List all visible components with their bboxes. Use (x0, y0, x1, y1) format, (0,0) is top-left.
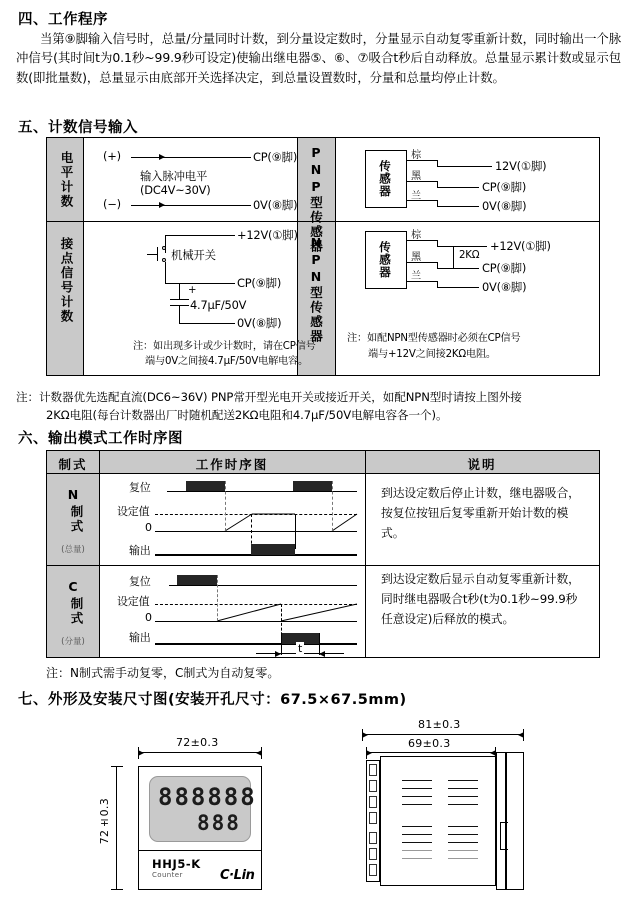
n-mode-qualifier: (总量) (61, 545, 85, 555)
bezel-detail-h1 (500, 822, 508, 823)
resistor-value-label: 2KΩ (459, 250, 480, 261)
level-range-label: (DC4V~30V) (140, 183, 211, 197)
timing-desc-n-mode: 到达设定数后停止计数，继电器吸合，按复位按钮后复零重新开始计数的模式。 (381, 486, 580, 540)
npn-blue-wire-2 (437, 287, 479, 288)
section-7-title: 外形及安装尺寸图(安装开孔尺寸：67.5×67.5mm) (48, 692, 407, 708)
t-duration-label: t (298, 642, 303, 655)
level-count-circuit (83, 138, 297, 221)
pnp-wire-black-label: 黑 (411, 171, 421, 182)
pnp-12v-label: 12V(①脚) (495, 159, 547, 173)
mechanical-switch-label: 机械开关 (171, 248, 216, 262)
section-4-paragraph: 当第⑨脚输入信号时，总量/分量同时计数，到分量设定数时，分量显示自动复零重新计数，同时输出一个脉冲信号(其时间t为0.1秒~99.9秒可设定)使输出继电器⑤、⑥、⑦吸合t秒后自动释放。总量显示累计数或显示包数(即批量数)，总量显示由底部开关选择决定，到总量设置数时，分量和总量均停止计数。 (16, 31, 621, 85)
side-total-ext-right (523, 729, 524, 741)
c-reset-drop (217, 575, 218, 621)
vent-slat-9 (402, 826, 432, 827)
contact-note-line1: 注：如出现多计或少计数时，请在CP信号 (133, 341, 316, 352)
col-label-npn-sensor (302, 235, 330, 347)
front-height-ext-top (111, 766, 123, 767)
terminal-5 (369, 832, 377, 844)
timing-header-mode: 制式 (58, 457, 88, 472)
level-title-label: 输入脉冲电平 (140, 169, 208, 183)
contact-cp-label: CP(⑨脚) (237, 276, 282, 290)
front-width-dim-text: 72±0.3 (176, 736, 219, 749)
level-minus-label: (−) (103, 197, 121, 211)
switch-top-contact-icon (162, 246, 166, 250)
vent-slat-6 (448, 788, 478, 789)
n-mode-suffix: 制式 (69, 504, 84, 534)
brand-logo: C·Lin (220, 868, 255, 883)
pnp-blue-wire-2 (437, 206, 479, 207)
section-4-number: 四、 (18, 12, 48, 28)
timing-row-c-mode-label (47, 565, 99, 657)
npn-wire-black-label: 黑 (411, 252, 421, 263)
vent-slat-8 (448, 804, 478, 805)
pnp-brown-joint (437, 160, 438, 166)
lcd-sub-digits: 888 (197, 811, 241, 835)
npn-wire-blue-label: 兰 (411, 271, 421, 282)
section-6-title: 输出模式工作时序图 (48, 431, 183, 447)
side-bezel-outer (506, 752, 524, 890)
front-height-dim-text: 72±0.3 (98, 798, 111, 845)
front-height-dim-line (116, 766, 117, 890)
vent-slat-10 (402, 834, 432, 835)
front-width-ext-right (261, 747, 262, 759)
contact-12v-drop (165, 235, 166, 253)
npn-sensor-label: 传感器 (378, 241, 392, 279)
vent-slat-7 (448, 796, 478, 797)
level-0v-label: 0V(⑧脚) (253, 198, 298, 212)
model-name-label: HHJ5-K (152, 857, 201, 871)
terminal-4 (369, 812, 377, 824)
npn-cp-label: CP(⑨脚) (482, 261, 527, 275)
pnp-wire-brown-label: 棕 (411, 150, 421, 161)
contact-cp-wire (165, 283, 235, 284)
timing-table-footnote: 注：N制式需手动复零，C制式为自动复零。 (46, 666, 280, 680)
cap-plate-top (170, 299, 189, 300)
c-output-baseline (155, 643, 357, 645)
t-left-bound (281, 633, 282, 655)
vent-slat-4 (402, 804, 432, 805)
npn-blue-joint (437, 281, 438, 287)
col-label-npn-text: NPN型传感器 (308, 235, 324, 344)
c-mode-qualifier: (分量) (61, 637, 85, 647)
level-cp-label: CP(⑨脚) (253, 150, 298, 164)
npn-wire-brown-label: 棕 (411, 230, 421, 241)
vent-slat-17 (448, 850, 478, 851)
pnp-brown-wire-2 (437, 166, 492, 167)
vent-slat-5 (448, 780, 478, 781)
cap-bottom-lead (179, 305, 180, 323)
npn-note-line1: 注：如配NPN型传感器时必须在CP信号 (347, 333, 521, 344)
timing-row-n-mode-label (47, 473, 99, 565)
vent-slat-18 (448, 858, 478, 859)
vent-slat-11 (402, 842, 432, 843)
lcd-main-digits: 888888 (158, 783, 257, 811)
npn-0v-label: 0V(⑧脚) (482, 280, 527, 294)
level-plus-arrow-icon (159, 154, 165, 160)
timing-divider-v2 (365, 451, 366, 657)
contact-note-line2: 端与0V之间接4.7μF/50V电解电容。 (145, 356, 309, 367)
resistor-cap-top (448, 246, 459, 247)
switch-left-lead (147, 254, 157, 255)
vent-slat-16 (448, 842, 478, 843)
t-arrow-left-icon (275, 651, 281, 657)
t-arrow-right-icon (319, 651, 325, 657)
section-4-title: 工作程序 (48, 12, 108, 28)
n-output-pulse (251, 544, 295, 555)
n-reset-drop-1 (225, 481, 226, 531)
n-label-output: 输出 (129, 544, 151, 557)
npn-black-wire-2 (437, 268, 479, 269)
timing-chart-n-mode (99, 473, 365, 565)
row-label-level-count: 电平计数 (59, 151, 74, 209)
switch-down-lead (165, 262, 166, 283)
npn-brown-joint (437, 240, 438, 246)
cap-top-lead (179, 283, 180, 299)
c-mode-suffix: 制式 (69, 596, 84, 626)
timing-chart-c-mode (99, 565, 365, 657)
c-count-ramp-svg (155, 599, 361, 625)
timing-diagram-table (46, 450, 600, 658)
input-table-footnote-line1: 注：计数器优先选配直流(DC6~36V) PNP常开型光电开关或接近开关，如配NPN型时请按上图外接 (16, 390, 522, 404)
level-minus-wire (131, 205, 251, 206)
section-7-number: 七、 (18, 692, 48, 708)
n-mode-letter: N (67, 487, 79, 502)
side-total-ext-left (362, 729, 363, 741)
c-label-setvalue: 设定值 (117, 595, 150, 608)
pnp-sensor-label: 传感器 (378, 160, 392, 198)
contact-12v-wire (165, 235, 235, 236)
input-table-footnote-line2: 2KΩ电阻(每台计数器出厂时随机配送2KΩ电阻和4.7μF/50V电解电容各一个)。 (46, 408, 448, 422)
pnp-0v-label: 0V(⑧脚) (482, 199, 527, 213)
pnp-sensor-circuit (335, 138, 599, 221)
front-width-ext-left (138, 747, 139, 759)
pnp-blue-joint (437, 200, 438, 206)
row-label-contact-count: 接点信号计数 (59, 236, 74, 324)
side-total-dim-text: 81±0.3 (418, 718, 461, 731)
n-output-end-marker (295, 514, 296, 549)
timing-desc-c-mode: 到达设定数后显示自动复零重新计数，同时继电器吸合t秒(t为0.1秒~99.9秒任意设定)后释放的模式。 (381, 572, 580, 626)
contact-0v-label: 0V(⑧脚) (237, 316, 282, 330)
n-reset-drop-2 (332, 481, 333, 531)
terminal-2 (369, 780, 377, 792)
terminal-3 (369, 796, 377, 808)
section-6-heading (18, 427, 183, 448)
pnp-wire-blue-label: 兰 (411, 191, 421, 202)
side-body-ext-left (366, 747, 367, 759)
terminal-6 (369, 848, 377, 860)
vent-slat-2 (402, 788, 432, 789)
n-reset-pulse-1 (186, 481, 225, 491)
terminal-7 (369, 864, 377, 876)
n-label-reset: 复位 (129, 481, 151, 494)
c-reset-pulse (177, 575, 217, 585)
c-label-reset: 复位 (129, 575, 151, 588)
npn-black-joint (437, 262, 438, 268)
vent-slat-1 (402, 780, 432, 781)
n-count-ramp-svg (155, 509, 361, 535)
c-label-zero: 0 (145, 611, 152, 624)
front-view-drawing (98, 722, 310, 892)
side-bezel-inner (496, 752, 506, 890)
terminal-1 (369, 764, 377, 776)
vent-slat-14 (448, 826, 478, 827)
pnp-black-joint (437, 181, 438, 187)
vent-slat-3 (402, 796, 432, 797)
level-plus-wire (131, 157, 251, 158)
pnp-cp-label: CP(⑨脚) (482, 180, 527, 194)
resistor-body (453, 246, 454, 268)
n-reset-baseline (167, 491, 357, 492)
side-body-dim-line (366, 752, 496, 753)
section-7-heading (18, 688, 407, 709)
front-width-dim-line (138, 752, 262, 753)
vent-slat-13 (402, 858, 432, 859)
side-housing-body (380, 756, 496, 886)
npn-12v-label: +12V(①脚) (490, 239, 551, 253)
col-label-pnp-text: PNP型传感器 (308, 145, 324, 254)
pnp-black-wire-2 (437, 187, 479, 188)
section-6-number: 六、 (18, 431, 48, 447)
side-total-dim-line (362, 734, 524, 735)
n-label-setvalue: 设定值 (117, 505, 150, 518)
npn-brown-wire-2 (437, 246, 487, 247)
contact-12v-label: +12V(①脚) (237, 228, 298, 242)
side-view-drawing (352, 716, 592, 894)
lcd-display (149, 776, 257, 842)
switch-bar (157, 247, 158, 261)
front-panel-split (138, 850, 262, 851)
level-minus-arrow-icon (159, 202, 165, 208)
npn-note-line2: 端与+12V之间接2KΩ电阻。 (368, 349, 496, 360)
section-5-heading (18, 116, 138, 137)
timing-header-chart: 工作时序图 (195, 457, 269, 472)
capacitor-value-label: 4.7μF/50V (190, 298, 247, 312)
timing-header-desc: 说明 (467, 457, 497, 472)
npn-sensor-circuit (335, 221, 599, 375)
section-5-number: 五、 (18, 120, 48, 136)
bezel-detail-h2 (500, 849, 508, 850)
c-mode-letter: C (68, 579, 78, 594)
vent-slat-15 (448, 834, 478, 835)
front-height-ext-bottom (111, 889, 123, 890)
model-subtitle-label: Counter (152, 871, 183, 879)
section-5-title: 计数信号输入 (48, 120, 138, 136)
n-reset-pulse-2 (293, 481, 332, 491)
c-reset-baseline (169, 585, 357, 586)
level-plus-label: (+) (103, 149, 121, 163)
c-label-output: 输出 (129, 631, 151, 644)
contact-0v-wire (179, 323, 235, 324)
input-wiring-table (46, 137, 600, 376)
cap-polarity-label: + (188, 285, 197, 296)
bezel-detail-v (500, 822, 501, 850)
side-body-dim-text: 69±0.3 (408, 737, 451, 750)
n-label-zero: 0 (145, 521, 152, 534)
section-4-heading (18, 8, 108, 29)
vent-slat-12 (402, 850, 432, 851)
